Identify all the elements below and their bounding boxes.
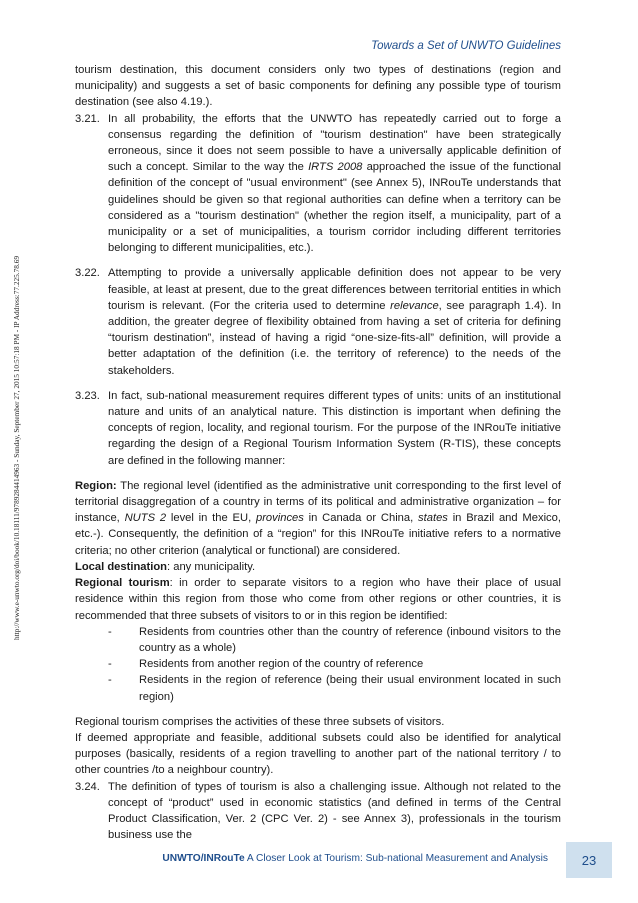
page-number: 23	[566, 842, 612, 878]
paragraph-3-21	[75, 111, 561, 257]
paragraph-text: In fact, sub-national measurement requires different types of units: units of an institutional nature and units of an analytical nature. This distinction is important when defining the concepts of region, locality, and regional tourism. For the purpose of the INRouTe initiative regarding the design of a Regional Tourism Information System (R-TIS), these concepts are defined in the following manner:	[108, 389, 561, 467]
paragraph-3-24	[75, 779, 561, 844]
running-footer: UNWTO/INRouTe A Closer Look at Tourism: Sub-national Measurement and Analysis	[162, 853, 548, 864]
regional-tourism-definition: Regional tourism: in order to separate visitors to a region who have their place of usual residence within this region from those who come from other regions or other countries, it is recommended that three subsets of visitors to or in this region be identified:	[75, 577, 561, 622]
paragraph-number: 3.22.	[75, 267, 100, 280]
page-body	[75, 62, 561, 852]
list-item: - Residents from another region of the country of reference	[108, 658, 424, 671]
paragraph-number: 3.21.	[75, 112, 100, 125]
download-stamp-text: http://www.e-unwto.org/doi/book/10.18111/9789284414963 - Sunday, September 27, 2015 10:57:18 PM - IP Address:77.225.78.69	[12, 255, 21, 640]
intro-paragraph: tourism destination, this document considers only two types of destinations (region and municipality) and suggests a set of basic components for defining any possible type of tourism destination (see also 4.19.).	[75, 64, 561, 109]
visitor-subsets-list	[108, 624, 561, 705]
list-item: - Residents in the region of reference (being their usual environment located in such region)	[108, 674, 561, 703]
running-header: Towards a Set of UNWTO Guidelines	[371, 40, 561, 52]
additional-subsets-paragraph: If deemed appropriate and feasible, additional subsets could also be identified for analytical purposes (basically, residents of a region travelling to another part of the national territory / to other countries /to a neighbour country).	[75, 731, 561, 777]
paragraph-text: The definition of types of tourism is also a challenging issue. Although not related to the concept of “product” used in economic statistics (and defined in terms of the Central Product Classification, Ver. 2 (CPC Ver. 2) - see Annex 3), professionals in the tourism business use the	[108, 780, 561, 842]
paragraph-text: In all probability, the efforts that the UNWTO has repeatedly carried out to forge a consensus regarding the definition of "tourism destination" have been strategically erroneous, since it does not seem possible to have a universally applicable definition of such a concept. Similar to the way the IRTS 2008 approached the issue of the functional definition of the concept of "usual environment" (see Annex 5), INRouTe understands that guidelines should be given so that regional authorities can define when a territory can be considered as a "tourism destination" (whether the region itself, a municipality, part of a municipality or a set of municipalities, a tourism corridor including different territories belonging to different municipalities, etc.).	[108, 112, 561, 255]
paragraph-3-23	[75, 388, 561, 469]
download-stamp	[0, 0, 24, 903]
regional-tourism-summary: Regional tourism comprises the activities of these three subsets of visitors.	[75, 715, 445, 728]
local-destination-definition: Local destination: any municipality.	[75, 560, 256, 573]
region-definition: Region: The regional level (identified as the administrative unit corresponding to the first level of territorial disaggregation of a country in terms of its political and administrative organization – for instance, NUTS 2 level in the EU, provinces in Canada or China, states in Brazil and Mexico, etc.-). Consequently, the definition of a “region” for this INRouTe initiative refers to a normative criteria; no other criterion (analytical or functional) are considered.	[75, 479, 561, 557]
list-item: - Residents from countries other than the country of reference (inbound visitors to the country as a whole)	[108, 625, 561, 654]
paragraph-number: 3.23.	[75, 389, 100, 402]
paragraph-text: Attempting to provide a universally applicable definition does not appear to be very feasible, at least at present, due to the great differences between territorial entities in which tourism is relevant. (For the criteria used to determine relevance, see paragraph 1.4). In addition, the greater degree of flexibility obtained from having a set of criteria for defining “tourism destination”, instead of having a rigid “one-size-fits-all” definition, will provide a better adaptation of the definition (i.e. the territory of reference) to the needs of the stakeholders.	[108, 267, 561, 377]
paragraph-number: 3.24.	[75, 780, 100, 793]
paragraph-3-22	[75, 265, 561, 378]
